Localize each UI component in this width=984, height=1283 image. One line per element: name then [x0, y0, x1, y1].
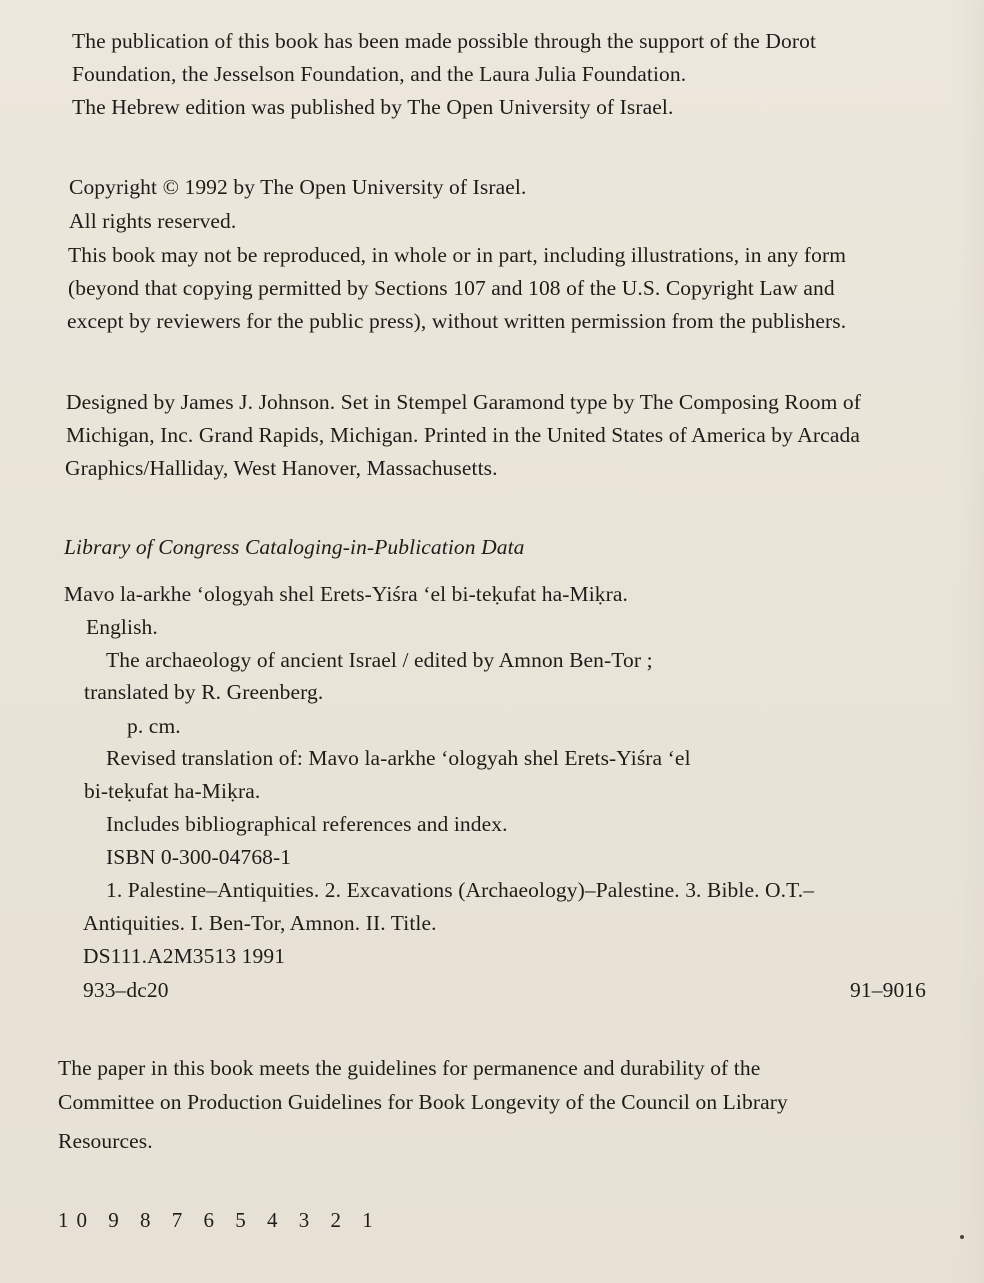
support-notice-line-2: Foundation, the Jesselson Foundation, and the Laura Julia Foundation. [72, 62, 687, 86]
support-notice-line-1: The publication of this book has been made possible through the support of the Dorot [72, 29, 817, 53]
support-notice-line-3: The Hebrew edition was published by The Open University of Israel. [72, 95, 674, 119]
paper-notice-line-3: Resources. [58, 1129, 153, 1153]
design-credit-line-3: Graphics/Halliday, West Hanover, Massachusetts. [65, 456, 498, 480]
paper-notice-line-2: Committee on Production Guidelines for Book Longevity of the Council on Library [58, 1090, 788, 1114]
copyright-line-4: (beyond that copying permitted by Sections 107 and 108 of the U.S. Copyright Law and [68, 276, 835, 300]
copyright-line-1: Copyright © 1992 by The Open University of Israel. [69, 175, 527, 199]
page-edge-shadow [956, 0, 984, 1283]
cataloging-line-13-left: 933–dc20 [83, 978, 169, 1002]
cataloging-line-9: ISBN 0-300-04768-1 [106, 845, 292, 869]
cataloging-line-11: Antiquities. I. Ben-Tor, Amnon. II. Title. [83, 911, 437, 935]
design-credit-line-1: Designed by James J. Johnson. Set in Stempel Garamond type by The Composing Room of [66, 390, 861, 414]
cataloging-line-4: translated by R. Greenberg. [84, 680, 324, 704]
printing-line: 10 9 8 7 6 5 4 3 2 1 [58, 1208, 381, 1232]
cataloging-line-7: bi-teḳufat ha-Miḳra. [84, 779, 261, 803]
cataloging-line-12: DS111.A2M3513 1991 [83, 944, 286, 968]
paper-notice-line-1: The paper in this book meets the guidelines for permanence and durability of the [58, 1056, 761, 1080]
cataloging-heading: Library of Congress Cataloging-in-Publication Data [64, 535, 525, 559]
cataloging-line-3: The archaeology of ancient Israel / edited by Amnon Ben-Tor ; [106, 648, 653, 672]
cataloging-line-13-right: 91–9016 [850, 978, 926, 1002]
copyright-line-2: All rights reserved. [69, 209, 237, 233]
cataloging-line-5: p. cm. [127, 714, 181, 738]
page-mark [960, 1235, 964, 1239]
cataloging-line-2: English. [86, 615, 158, 639]
cataloging-line-6: Revised translation of: Mavo la-arkhe ‘ologyah shel Erets-Yiśra ‘el [106, 746, 691, 770]
cataloging-line-8: Includes bibliographical references and index. [106, 812, 508, 836]
design-credit-line-2: Michigan, Inc. Grand Rapids, Michigan. Printed in the United States of America by Arcada [66, 423, 860, 447]
cataloging-line-1: Mavo la-arkhe ‘ologyah shel Erets-Yiśra ‘el bi-teḳufat ha-Miḳra. [64, 582, 629, 606]
cataloging-line-10: 1. Palestine–Antiquities. 2. Excavations (Archaeology)–Palestine. 3. Bible. O.T.– [106, 878, 815, 902]
copyright-line-5: except by reviewers for the public press), without written permission from the publishers. [67, 309, 847, 333]
copyright-line-3: This book may not be reproduced, in whole or in part, including illustrations, in any form [68, 243, 847, 267]
